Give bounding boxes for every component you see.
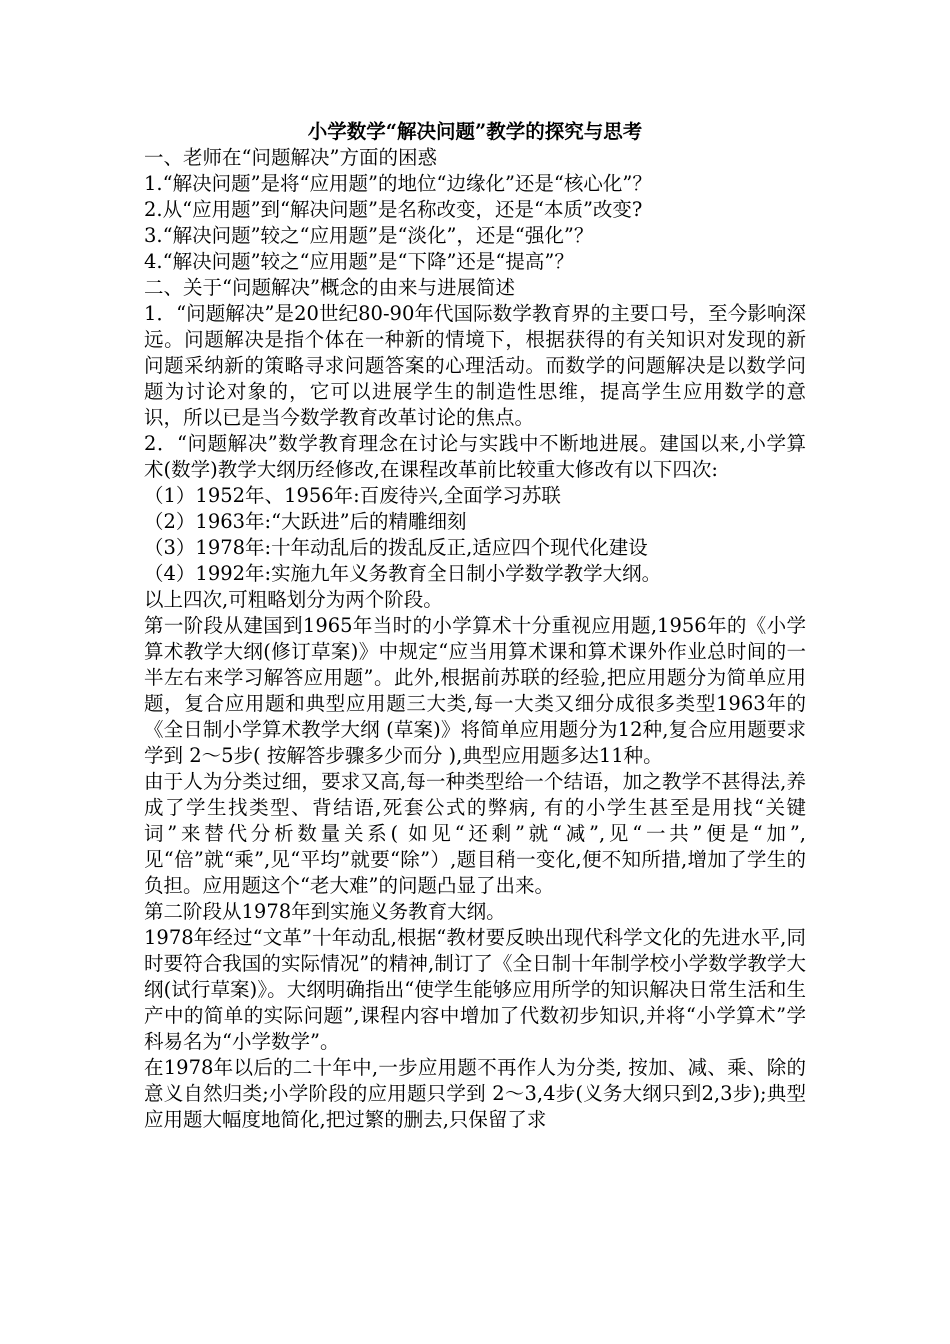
question-item-3: 3.“解决问题”较之“应用题”是“淡化”，还是“强化”？ (144, 224, 594, 247)
body-paragraph: 1．“问题解决”是20世纪80-90年代国际数学教育界的主要口号，至今影响深远。问题解决是指个体在一种新的情境下，根据获得的有关知识对发现的新问题采纳新的策略寻求问题答案的心理活动。而数学的问题解决是以数学问题为讨论对象的，它可以进展学生的制造性思维，提高学生应用数学的意识，所以已是当今数学教育改革讨论的焦点。 (144, 302, 806, 429)
body-paragraph: 第二阶段从1978年到实施义务教育大纲。 (144, 900, 506, 923)
body-paragraph: 在1978年以后的二十年中,一步应用题不再作人为分类, 按加、减、乘、除的意义自然归类;小学阶段的应用题只学到 2～3,4步(义务大纲只到2,3步);典型应用题大幅度地简化,把过繁的删去,只保留了求 (144, 1056, 806, 1131)
revision-list-item: （2）1963年:“大跃进”后的精雕细刻 (144, 510, 467, 533)
body-paragraph: 第一阶段从建国到1965年当时的小学算术十分重视应用题,1956年的《小学算术教学大纲(修订草案)》中规定“应当用算术课和算术课外作业总时间的一半左右来学习解答应用题”。此外,根据前苏联的经验,把应用题分为简单应用题，复合应用题和典型应用题三大类,每一大类又细分成很多类型1963年的《全日制小学算术教学大纲 (草案)》将简单应用题分为12种,复合应用题要求学到 2～5步( 按解答步骤多少而分 ),典型应用题多达11种。 (144, 614, 806, 767)
revision-list-item: （4）1992年:实施九年义务教育全日制小学数学教学大纲。 (144, 562, 662, 585)
body-paragraph: 1978年经过“文革”十年动乱,根据“教材要反映出现代科学文化的先进水平,同时要符合我国的实际情况”的精神,制订了《全日制十年制学校小学数学教学大纲(试行草案)》。大纲明确指出“使学生能够应用所学的知识解决日常生活和生产中的简单的实际问题”,课程内容中增加了代数初步知识,并将“小学算术”学科易名为“小学数学”。 (144, 926, 806, 1053)
question-item-2: 2.从“应用题”到“解决问题”是名称改变，还是“本质”改变? (144, 198, 643, 221)
document-page (144, 119, 806, 1133)
section-heading-2: 二、关于“问题解决”概念的由来与进展简述 (144, 276, 515, 299)
revision-list-item: （1）1952年、1956年:百废待兴,全面学习苏联 (144, 484, 561, 507)
body-paragraph: 由于人为分类过细，要求又高,每一种类型给一个结语，加之教学不甚得法,养成了学生找类型、背结语,死套公式的弊病, 有的小学生甚至是用找“关键词”来替代分析数量关系( 如见“还剩”就“减”,见“一共”便是“加”,见“倍”就“乘”,见“平均”就要“除”）,题目稍一变化,便不知所措,增加了学生的负担。应用题这个“老大难”的问题凸显了出来。 (144, 770, 806, 897)
revision-list-item: （3）1978年:十年动乱后的拨乱反正,适应四个现代化建设 (144, 536, 648, 559)
section-heading-1: 一、老师在“问题解决”方面的困惑 (144, 146, 437, 169)
body-paragraph: 2．“问题解决”数学教育理念在讨论与实践中不断地进展。建国以来,小学算术(数学)教学大纲历经修改,在课程改革前比较重大修改有以下四次: (144, 432, 806, 481)
document-title: 小学数学“解决问题”教学的探究与思考 (307, 120, 643, 143)
question-item-4: 4.“解决问题”较之“应用题”是“下降”还是“提高”？ (144, 250, 574, 273)
question-item-1: 1.“解决问题”是将“应用题”的地位“边缘化”还是“核心化”？ (144, 172, 652, 195)
body-paragraph: 以上四次,可粗略划分为两个阶段。 (144, 588, 443, 611)
